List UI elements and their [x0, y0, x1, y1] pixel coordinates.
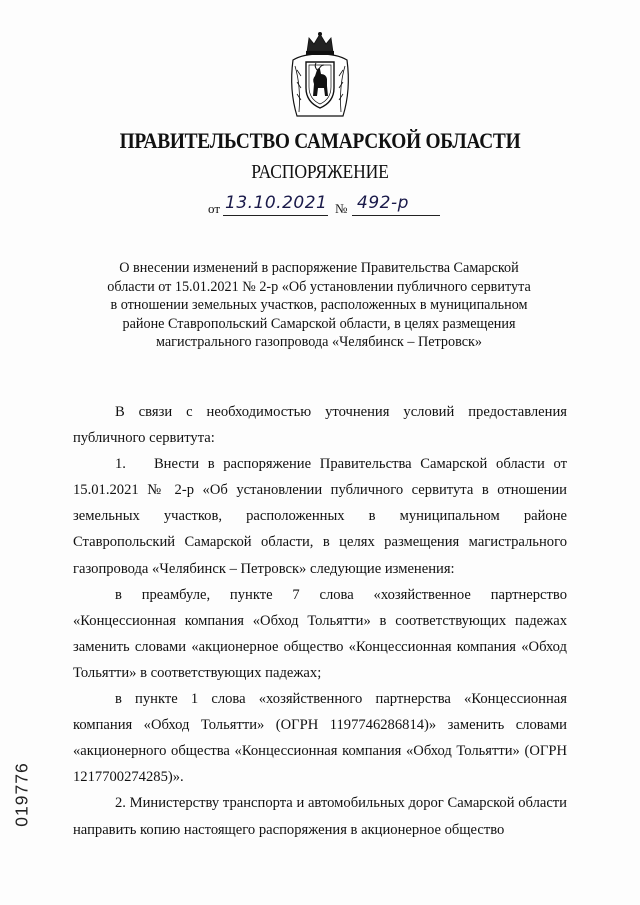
- body-paragraph-5: 2. Министерству транспорта и автомобильных дорог Самарской области направить копию настоящего распоряжения в акционерное общество: [73, 795, 567, 838]
- coat-of-arms-emblem: [287, 30, 353, 122]
- item-text: Внести в распоряжение Правительства Самарской области от 15.01.2021 № 2-р «Об установлении публичного сервитута в отношении земельных участков, расположенных в муниципальном районе Ставропольский Самарской области, в целях размещения магистрального газопровода «Челябинск – Петровск» следующие изменения:: [73, 456, 567, 577]
- subject-line: районе Ставропольский Самарской области, в целях размещения: [122, 315, 516, 332]
- body-paragraph-3: в преамбуле, пункте 7 слова «хозяйственное партнерство «Концессионная компания «Обход Тольятти» в соответствующих падежах заменить словами «акционерное общество «Концессионная компания «Обход Тольятти» в соответствующих падежах;: [73, 586, 567, 681]
- serial-number-stamp: [9, 752, 35, 842]
- body-paragraph-1: В связи с необходимостью уточнения условий предоставления публичного сервитута:: [73, 404, 567, 447]
- document-body: [73, 399, 567, 843]
- document-subject: [80, 259, 558, 352]
- document-type: РАСПОРЯЖЕНИЕ: [251, 161, 389, 183]
- body-paragraph-4: в пункте 1 слова «хозяйственного партнерства «Концессионная компания «Обход Тольятти» (ОГРН 1197746286814)» заменить словами «акционерного общества «Концессионная компания «Обход Тольятти» (ОГРН 1217700274285)».: [73, 691, 567, 786]
- subject-line: области от 15.01.2021 № 2-р «Об установлении публичного сервитута: [107, 278, 531, 295]
- item-number: 1.: [115, 456, 126, 473]
- body-paragraph-2: [73, 451, 567, 581]
- government-title: ПРАВИТЕЛЬСТВО САМАРСКОЙ ОБЛАСТИ: [119, 128, 521, 153]
- number-prefix: №: [335, 201, 348, 216]
- serial-number: 019776: [11, 762, 32, 827]
- subject-line: в отношении земельных участков, расположенных в муниципальном: [110, 297, 528, 314]
- date-number-line: [0, 191, 640, 221]
- number-value: 492-р: [357, 193, 409, 213]
- date-prefix: от: [208, 201, 221, 216]
- subject-line: магистрального газопровода «Челябинск – Петровск»: [156, 334, 482, 351]
- date-underline: [223, 215, 328, 216]
- number-underline: [352, 215, 440, 216]
- date-value: 13.10.2021: [225, 193, 328, 213]
- subject-line: О внесении изменений в распоряжение Правительства Самарской: [119, 260, 519, 276]
